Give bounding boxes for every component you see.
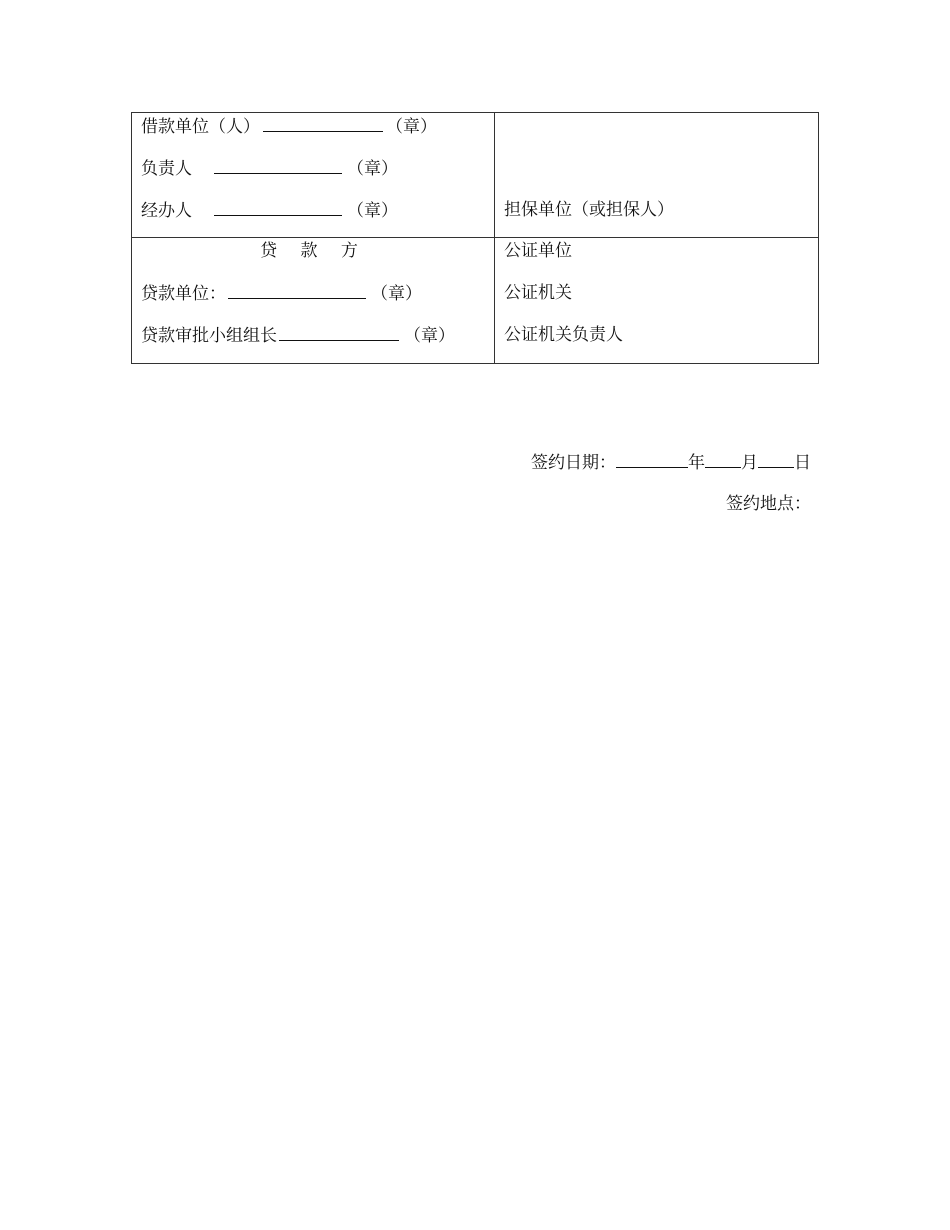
borrower-cell — [132, 113, 495, 238]
borrower-unit-line — [141, 115, 437, 137]
lender-unit-line — [141, 282, 422, 304]
signing-date-line — [531, 451, 811, 474]
notary-office-head-label: 公证机关负责人 — [504, 325, 623, 345]
year-label: 年 — [688, 453, 705, 473]
month-blank[interactable] — [705, 451, 741, 468]
lender-title: 贷 款 方 — [260, 241, 367, 261]
borrower-unit-label: 借款单位（人） — [141, 117, 260, 137]
guarantor-label: 担保单位（或担保人） — [504, 200, 674, 220]
borrower-responsible-line — [141, 157, 398, 179]
signing-place-label: 签约地点： — [726, 494, 811, 514]
seal-label: （章） — [404, 326, 455, 346]
seal-label: （章） — [347, 159, 398, 179]
signing-date-label: 签约日期： — [531, 453, 616, 473]
month-label: 月 — [741, 453, 758, 473]
seal-label: （章） — [386, 117, 437, 137]
signature-table — [131, 112, 819, 364]
seal-label: （章） — [371, 284, 422, 304]
year-blank[interactable] — [616, 451, 688, 468]
lender-unit-blank[interactable] — [228, 282, 366, 299]
lender-cell — [132, 238, 495, 363]
handler-blank[interactable] — [214, 199, 342, 216]
responsible-blank[interactable] — [214, 157, 342, 174]
lender-leader-line — [141, 324, 455, 346]
notary-office-label: 公证机关 — [504, 283, 572, 303]
lender-unit-label: 贷款单位： — [141, 284, 226, 304]
responsible-label: 负责人 — [141, 159, 192, 179]
borrower-handler-line — [141, 199, 398, 221]
borrower-unit-blank[interactable] — [263, 115, 383, 132]
seal-label: （章） — [347, 201, 398, 221]
guarantor-cell — [495, 113, 818, 238]
notary-cell — [495, 238, 818, 363]
notary-unit-label: 公证单位 — [504, 241, 572, 261]
handler-label: 经办人 — [141, 201, 192, 221]
lender-leader-label: 贷款审批小组组长 — [141, 326, 277, 346]
day-label: 日 — [794, 453, 811, 473]
lender-leader-blank[interactable] — [279, 324, 399, 341]
day-blank[interactable] — [758, 451, 794, 468]
